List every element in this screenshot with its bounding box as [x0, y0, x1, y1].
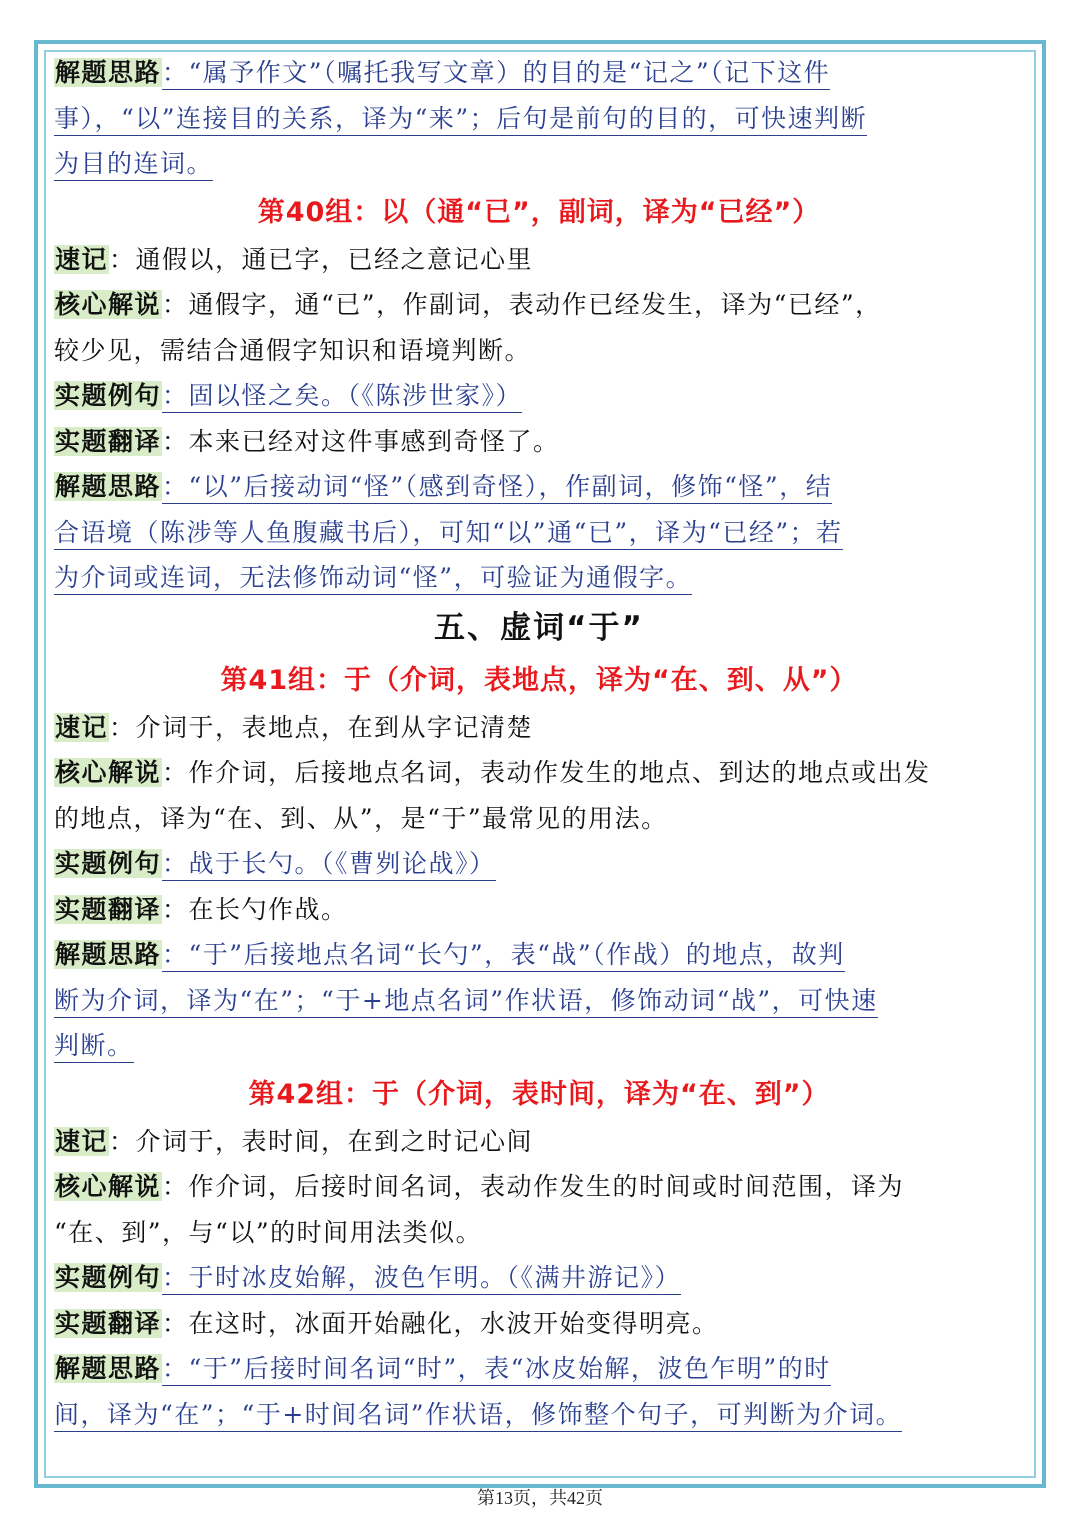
- g41-silu-2: [54, 978, 1024, 1024]
- suji-text: ：介词于，表地点，在到从字记清楚: [109, 712, 534, 742]
- silu-text: 判断。: [54, 1031, 134, 1063]
- g41-hexin-2: [54, 796, 1024, 842]
- liju-label: 实题例句: [55, 849, 162, 878]
- silu-text: ：“于”后接地点名词“长勺”，表“战”（作战）的地点，故判: [162, 940, 845, 972]
- fanyi-label: 实题翻译: [55, 894, 162, 924]
- g41-silu-1: [54, 932, 1024, 978]
- g41-silu-3: [54, 1023, 1024, 1069]
- top-silu-line-2: [54, 96, 1024, 142]
- group-40-title: 第40组：以（通“已”，副词，译为“已经”）: [257, 196, 821, 228]
- g40-hexin-2: [54, 328, 1024, 374]
- g42-hexin-1: [54, 1164, 1024, 1210]
- suji-label: 速记: [55, 712, 109, 742]
- fanyi-text: ：在这时，冰面开始融化，水波开始变得明亮。: [162, 1308, 719, 1338]
- g42-hexin-2: [54, 1210, 1024, 1256]
- section-title: 五、虚词“于”: [434, 609, 644, 646]
- g40-silu-2: [54, 510, 1024, 556]
- g41-hexin-1: [54, 750, 1024, 796]
- hexin-text: ：作介词，后接地点名词，表动作发生的地点、到达的地点或出发: [162, 758, 931, 787]
- hexin-label: 核心解说: [55, 290, 162, 319]
- liju-text: ：固以怪之矣。（《陈涉世家》）: [162, 381, 522, 413]
- g41-fanyi: [54, 887, 1024, 933]
- hexin-label: 核心解说: [55, 1172, 162, 1201]
- liju-label: 实题例句: [55, 1263, 162, 1292]
- silu-text: 为介词或连词，无法修饰动词“怪”，可验证为通假字。: [54, 563, 692, 595]
- suji-text: ：通假以，通已字，已经之意记心里: [109, 244, 534, 274]
- g40-silu-3: [54, 555, 1024, 601]
- suji-label: 速记: [55, 244, 109, 274]
- g42-suji: [54, 1119, 1024, 1165]
- liju-text: ：于时冰皮始解，波色乍明。（《满井游记》）: [162, 1263, 681, 1295]
- g40-liju: [54, 373, 1024, 419]
- fanyi-text: ：在长勺作战。: [162, 894, 348, 924]
- suji-label: 速记: [55, 1126, 109, 1156]
- silu-label: 解题思路: [55, 58, 162, 87]
- hexin-text: “在、到”，与“以”的时间用法类似。: [54, 1217, 483, 1247]
- group-41-title: 第41组：于（介词，表地点，译为“在、到、从”）: [220, 664, 858, 696]
- g42-silu-1: [54, 1346, 1024, 1392]
- fanyi-label: 实题翻译: [55, 1308, 162, 1338]
- g40-suji: [54, 237, 1024, 283]
- fanyi-label: 实题翻译: [55, 426, 162, 456]
- g42-liju: [54, 1255, 1024, 1301]
- silu-label: 解题思路: [55, 472, 162, 501]
- g41-liju: [54, 841, 1024, 887]
- liju-label: 实题例句: [55, 381, 162, 410]
- silu-text: 合语境（陈涉等人鱼腹藏书后），可知“以”通“已”，译为“已经”；若: [54, 518, 843, 550]
- fanyi-text: ：本来已经对这件事感到奇怪了。: [162, 426, 560, 456]
- top-silu-line-3: [54, 141, 1024, 187]
- silu-label: 解题思路: [55, 940, 162, 969]
- top-silu-line-1: [54, 50, 1024, 96]
- silu-label: 解题思路: [55, 1354, 162, 1383]
- group-42-title: 第42组：于（介词，表时间，译为“在、到”）: [248, 1078, 830, 1110]
- g40-hexin-1: [54, 282, 1024, 328]
- page-content: [54, 50, 1024, 1437]
- suji-text: ：介词于，表时间，在到之时记心间: [109, 1126, 534, 1156]
- silu-text: ：“于”后接时间名词“时”，表“冰皮始解，波色乍明”的时: [162, 1354, 831, 1386]
- silu-text: 为目的连词。: [54, 149, 213, 181]
- hexin-text: ：通假字，通“已”，作副词，表动作已经发生，译为“已经”，: [162, 290, 882, 319]
- silu-text: ：“以”后接动词“怪”（感到奇怪），作副词，修饰“怪”，结: [162, 472, 832, 504]
- page-footer: 第13页，共42页: [477, 1488, 603, 1508]
- silu-text: 断为介词，译为“在”；“于+地点名词”作状语，修饰动词“战”，可快速: [54, 986, 878, 1018]
- g40-fanyi: [54, 419, 1024, 465]
- silu-text: ：“属予作文”（嘱托我写文章）的目的是“记之”（记下这件: [162, 58, 830, 90]
- g42-silu-2: [54, 1392, 1024, 1438]
- liju-text: ：战于长勺。（《曹刿论战》）: [162, 849, 496, 881]
- hexin-label: 核心解说: [55, 758, 162, 787]
- g40-silu-1: [54, 464, 1024, 510]
- g42-fanyi: [54, 1301, 1024, 1347]
- silu-text: 间，译为“在”；“于+时间名词”作状语，修饰整个句子，可判断为介词。: [54, 1400, 902, 1432]
- g41-suji: [54, 705, 1024, 751]
- hexin-text: ：作介词，后接时间名词，表动作发生的时间或时间范围，译为: [162, 1172, 905, 1201]
- hexin-text: 的地点，译为“在、到、从”，是“于”最常见的用法。: [54, 803, 668, 833]
- hexin-text: 较少见，需结合通假字知识和语境判断。: [54, 335, 532, 365]
- silu-text: 事），“以”连接目的关系，译为“来”；后句是前句的目的，可快速判断: [54, 104, 867, 136]
